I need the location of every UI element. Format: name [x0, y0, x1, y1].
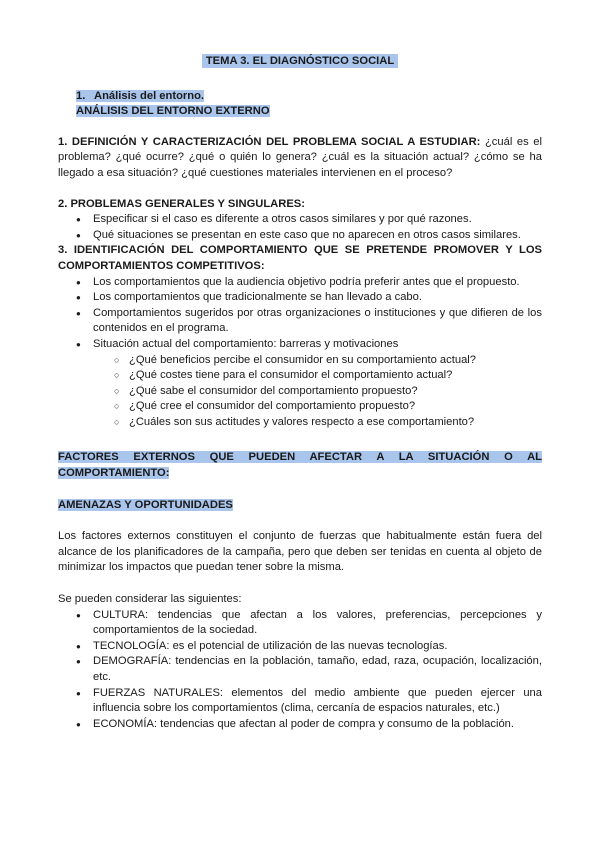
intro-paragraph: Los factores externos constituyen el conjunto de fuerzas que habitualmente están fuera del alcance de los planificadores de la campaña, pero que deben ser tenidas en cuenta al objeto de minimizar los impactos que puedan tener sobre la misma. [58, 530, 542, 574]
behavior-list [58, 275, 542, 353]
list-item: ● TECNOLOGÍA: es el potencial de utilización de las nuevas tecnologías. [58, 639, 542, 655]
threats-heading: AMENAZAS Y OPORTUNIDADES [58, 498, 233, 511]
behavior-sublist [58, 353, 542, 431]
list-item: ● FUERZAS NATURALES: elementos del medio ambiente que pueden ejercer una influencia sobre los comportamientos (clima, cercanía de espacios naturales, etc.) [58, 686, 542, 717]
sublist-item: ○ ¿Cuáles son sus actitudes y valores respecto a ese comportamiento? [58, 415, 542, 431]
list-item: ● Comportamientos sugeridos por otras organizaciones o instituciones y que difieren de los contenidos en el programa. [58, 306, 542, 337]
factors-heading: FACTORES EXTERNOS QUE PUEDEN AFECTAR A LA SITUACIÓN O AL COMPORTAMIENTO: [58, 451, 542, 480]
document-title: TEMA 3. EL DIAGNÓSTICO SOCIAL [58, 54, 542, 70]
sublist-item: ○ ¿Qué beneficios percibe el consumidor en su comportamiento actual? [58, 353, 542, 369]
sublist-item: ○ ¿Qué sabe el consumidor del comportamiento propuesto? [58, 384, 542, 400]
definition-heading: 1. DEFINICIÓN Y CARACTERIZACIÓN DEL PROBLEMA SOCIAL A ESTUDIAR: [58, 135, 481, 148]
section-heading: 1. Análisis del entorno. [76, 89, 205, 102]
list-item: ● Qué situaciones se presentan en este caso que no aparecen en otros casos similares. [58, 228, 542, 244]
sublist-item: ○ ¿Qué cree el consumidor del comportamiento propuesto? [58, 399, 542, 415]
sublist-item: ○ ¿Qué costes tiene para el consumidor el comportamiento actual? [58, 368, 542, 384]
definition-paragraph [58, 135, 542, 182]
list-item: ● CULTURA: tendencias que afectan a los valores, preferencias, percepciones y comportamientos de la sociedad. [58, 608, 542, 639]
list-intro: Se pueden considerar las siguientes: [58, 593, 242, 606]
external-factors-list [58, 608, 542, 733]
problems-list [58, 212, 542, 243]
list-item: ● DEMOGRAFÍA: tendencias en la población, tamaño, edad, raza, ocupación, localización, etc. [58, 654, 542, 685]
definition-text: ¿cuál es el problema? ¿qué ocurre? ¿qué o quién lo genera? ¿cuál es la situación actual? ¿cómo se ha llegado a esa situación? ¿qué cuestiones materiales intervienen en el proceso? [58, 135, 542, 179]
behavior-heading: 3. IDENTIFICACIÓN DEL COMPORTAMIENTO QUE SE PRETENDE PROMOVER Y LOS COMPORTAMIENTOS COMPETITIVOS: [58, 244, 542, 272]
section-subheading: ANÁLISIS DEL ENTORNO EXTERNO [76, 105, 270, 118]
document-body [58, 54, 542, 732]
problems-heading: 2. PROBLEMAS GENERALES Y SINGULARES: [58, 197, 305, 210]
list-item: ● Especificar si el caso es diferente a otros casos similares y por qué razones. [58, 212, 542, 228]
list-item: ● Situación actual del comportamiento: barreras y motivaciones [58, 337, 542, 353]
list-item: ● Los comportamientos que tradicionalmente se han llevado a cabo. [58, 290, 542, 306]
list-item: ● Los comportamientos que la audiencia objetivo podría preferir antes que el propuesto. [58, 275, 542, 291]
list-item: ● ECONOMÍA: tendencias que afectan al poder de compra y consumo de la población. [58, 717, 542, 733]
